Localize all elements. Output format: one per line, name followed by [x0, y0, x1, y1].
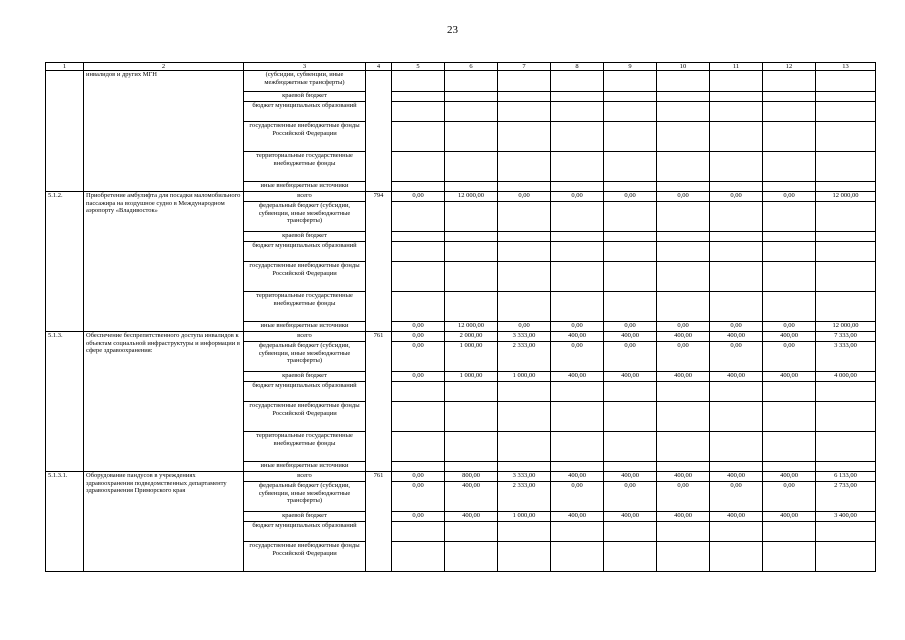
table-row — [46, 332, 876, 342]
value-cell — [604, 462, 657, 472]
value-cell: 0,00 — [392, 472, 445, 482]
value-cell: 4 000,00 — [816, 372, 876, 382]
value-cell — [763, 242, 816, 262]
value-cell — [551, 432, 604, 462]
funding-source-cell: бюджет муниципальных образований — [244, 522, 366, 542]
value-cell — [816, 202, 876, 232]
funding-source-cell: государственные внебюджетные фонды Российской Федерации — [244, 542, 366, 572]
value-cell — [445, 71, 498, 92]
value-cell — [445, 432, 498, 462]
column-number-cell: 1 — [46, 63, 84, 71]
funding-source-cell: территориальные государственные внебюджетные фонды — [244, 292, 366, 322]
value-cell: 800,00 — [445, 472, 498, 482]
value-cell — [816, 262, 876, 292]
value-cell: 2 333,00 — [498, 342, 551, 372]
funding-source-cell: федеральный бюджет (субсидии, субвенции, иные межбюджетные трансферты) — [244, 202, 366, 232]
value-cell — [657, 292, 710, 322]
value-cell — [392, 92, 445, 102]
value-cell — [445, 292, 498, 322]
value-cell — [710, 242, 763, 262]
value-cell — [551, 242, 604, 262]
value-cell — [657, 122, 710, 152]
value-cell: 400,00 — [657, 512, 710, 522]
value-cell: 0,00 — [392, 482, 445, 512]
column-number-cell: 12 — [763, 63, 816, 71]
value-cell: 1 000,00 — [498, 512, 551, 522]
value-cell — [710, 92, 763, 102]
value-cell — [710, 232, 763, 242]
value-cell — [604, 432, 657, 462]
value-cell — [816, 232, 876, 242]
value-cell: 1 000,00 — [445, 372, 498, 382]
value-cell: 400,00 — [657, 332, 710, 342]
value-cell: 400,00 — [551, 372, 604, 382]
funding-source-cell: (субсидии, субвенции, иные межбюджетные трансферты) — [244, 71, 366, 92]
value-cell: 0,00 — [657, 482, 710, 512]
value-cell — [657, 71, 710, 92]
value-cell — [551, 232, 604, 242]
column-number-cell: 3 — [244, 63, 366, 71]
column-number-cell: 9 — [604, 63, 657, 71]
value-cell — [816, 71, 876, 92]
value-cell — [604, 402, 657, 432]
value-cell — [710, 522, 763, 542]
value-cell — [498, 232, 551, 242]
value-cell: 0,00 — [710, 342, 763, 372]
value-cell — [498, 71, 551, 92]
value-cell — [392, 292, 445, 322]
funding-source-cell: территориальные государственные внебюджетные фонды — [244, 432, 366, 462]
budget-table-body — [46, 63, 876, 572]
value-cell: 0,00 — [604, 322, 657, 332]
value-cell — [445, 102, 498, 122]
value-cell: 0,00 — [657, 322, 710, 332]
value-cell: 0,00 — [392, 322, 445, 332]
value-cell — [551, 262, 604, 292]
table-row — [46, 71, 876, 92]
value-cell — [498, 242, 551, 262]
value-cell — [657, 402, 710, 432]
value-cell — [710, 382, 763, 402]
funding-source-cell: федеральный бюджет (субсидии, субвенции, иные межбюджетные трансферты) — [244, 482, 366, 512]
value-cell — [604, 71, 657, 92]
value-cell: 400,00 — [657, 372, 710, 382]
value-cell — [710, 462, 763, 472]
value-cell: 3 400,00 — [816, 512, 876, 522]
value-cell — [604, 92, 657, 102]
value-cell — [604, 292, 657, 322]
value-cell — [445, 202, 498, 232]
value-cell — [445, 122, 498, 152]
value-cell — [551, 462, 604, 472]
value-cell — [604, 242, 657, 262]
value-cell: 0,00 — [551, 192, 604, 202]
column-number-cell: 5 — [392, 63, 445, 71]
value-cell — [657, 462, 710, 472]
value-cell — [445, 522, 498, 542]
value-cell — [710, 202, 763, 232]
value-cell: 0,00 — [763, 192, 816, 202]
value-cell — [445, 462, 498, 472]
value-cell — [763, 382, 816, 402]
value-cell: 400,00 — [551, 332, 604, 342]
funding-source-cell: всего — [244, 332, 366, 342]
value-cell — [498, 292, 551, 322]
value-cell — [604, 522, 657, 542]
value-cell — [710, 182, 763, 192]
value-cell: 0,00 — [763, 342, 816, 372]
value-cell: 400,00 — [604, 472, 657, 482]
value-cell: 400,00 — [763, 372, 816, 382]
value-cell — [657, 432, 710, 462]
value-cell — [657, 182, 710, 192]
value-cell: 0,00 — [710, 482, 763, 512]
value-cell — [392, 462, 445, 472]
value-cell: 0,00 — [604, 482, 657, 512]
value-cell — [710, 102, 763, 122]
value-cell — [445, 232, 498, 242]
value-cell: 0,00 — [710, 192, 763, 202]
value-cell — [551, 542, 604, 572]
table-row — [46, 192, 876, 202]
value-cell — [498, 262, 551, 292]
value-cell — [657, 262, 710, 292]
value-cell: 400,00 — [551, 472, 604, 482]
funding-source-cell: краевой бюджет — [244, 232, 366, 242]
value-cell — [710, 71, 763, 92]
item-number-cell: 5.1.2. — [46, 192, 84, 332]
value-cell — [551, 152, 604, 182]
value-cell: 400,00 — [657, 472, 710, 482]
value-cell — [498, 462, 551, 472]
funding-source-cell: краевой бюджет — [244, 92, 366, 102]
value-cell — [710, 292, 763, 322]
funding-source-cell: государственные внебюджетные фонды Российской Федерации — [244, 402, 366, 432]
value-cell — [498, 542, 551, 572]
value-cell: 1 000,00 — [498, 372, 551, 382]
value-cell: 400,00 — [445, 512, 498, 522]
funding-source-cell: государственные внебюджетные фонды Российской Федерации — [244, 122, 366, 152]
value-cell — [816, 292, 876, 322]
column-number-cell: 6 — [445, 63, 498, 71]
value-cell: 6 133,00 — [816, 472, 876, 482]
value-cell: 0,00 — [498, 192, 551, 202]
value-cell: 12 000,00 — [445, 322, 498, 332]
value-cell: 7 333,00 — [816, 332, 876, 342]
funding-source-cell: иные внебюджетные источники — [244, 462, 366, 472]
value-cell — [763, 102, 816, 122]
value-cell — [498, 152, 551, 182]
value-cell — [445, 402, 498, 432]
funding-source-cell: бюджет муниципальных образований — [244, 382, 366, 402]
value-cell: 0,00 — [551, 342, 604, 372]
value-cell — [445, 242, 498, 262]
value-cell — [551, 382, 604, 402]
executor-code-cell: 761 — [366, 332, 392, 472]
column-number-cell: 10 — [657, 63, 710, 71]
funding-source-cell: государственные внебюджетные фонды Российской Федерации — [244, 262, 366, 292]
value-cell: 400,00 — [604, 512, 657, 522]
value-cell: 0,00 — [657, 192, 710, 202]
item-number-cell — [46, 71, 84, 192]
column-number-cell: 11 — [710, 63, 763, 71]
column-number-cell: 2 — [84, 63, 244, 71]
value-cell — [604, 122, 657, 152]
executor-code-cell: 794 — [366, 192, 392, 332]
value-cell — [392, 122, 445, 152]
value-cell — [604, 542, 657, 572]
value-cell — [498, 202, 551, 232]
budget-table — [45, 62, 876, 572]
column-number-row — [46, 63, 876, 71]
value-cell: 12 000,00 — [445, 192, 498, 202]
value-cell: 12 000,00 — [816, 322, 876, 332]
value-cell — [816, 122, 876, 152]
value-cell — [392, 382, 445, 402]
value-cell — [604, 152, 657, 182]
value-cell — [392, 152, 445, 182]
value-cell — [657, 382, 710, 402]
value-cell: 0,00 — [551, 322, 604, 332]
value-cell — [657, 202, 710, 232]
funding-source-cell: всего — [244, 472, 366, 482]
value-cell: 0,00 — [392, 332, 445, 342]
item-number-cell: 5.1.3.1. — [46, 472, 84, 572]
value-cell — [445, 182, 498, 192]
value-cell — [392, 432, 445, 462]
item-name-cell: Приобретение амбулифта для посадки маломобильного пассажира на воздушное судно в Международном аэропорту «Владивосток» — [84, 192, 244, 332]
value-cell — [604, 102, 657, 122]
value-cell — [498, 402, 551, 432]
value-cell: 400,00 — [710, 372, 763, 382]
value-cell — [763, 152, 816, 182]
value-cell — [551, 102, 604, 122]
value-cell — [763, 402, 816, 432]
value-cell: 400,00 — [551, 512, 604, 522]
value-cell — [604, 382, 657, 402]
funding-source-cell: бюджет муниципальных образований — [244, 102, 366, 122]
value-cell — [816, 382, 876, 402]
value-cell: 400,00 — [710, 472, 763, 482]
value-cell: 0,00 — [763, 322, 816, 332]
value-cell — [763, 92, 816, 102]
value-cell: 3 333,00 — [498, 472, 551, 482]
value-cell — [657, 92, 710, 102]
executor-code-cell — [366, 71, 392, 192]
value-cell — [710, 262, 763, 292]
funding-source-cell: федеральный бюджет (субсидии, субвенции, иные межбюджетные трансферты) — [244, 342, 366, 372]
value-cell: 0,00 — [392, 372, 445, 382]
value-cell — [498, 432, 551, 462]
value-cell — [392, 102, 445, 122]
value-cell — [763, 292, 816, 322]
funding-source-cell: иные внебюджетные источники — [244, 182, 366, 192]
value-cell — [657, 152, 710, 182]
value-cell: 400,00 — [763, 472, 816, 482]
value-cell — [816, 242, 876, 262]
value-cell — [604, 262, 657, 292]
value-cell — [816, 402, 876, 432]
value-cell — [816, 152, 876, 182]
value-cell — [551, 522, 604, 542]
column-number-cell: 8 — [551, 63, 604, 71]
value-cell: 400,00 — [604, 372, 657, 382]
value-cell — [445, 382, 498, 402]
value-cell: 12 000,00 — [816, 192, 876, 202]
column-number-cell: 13 — [816, 63, 876, 71]
value-cell — [604, 202, 657, 232]
value-cell: 2 733,00 — [816, 482, 876, 512]
value-cell — [657, 232, 710, 242]
funding-source-cell: территориальные государственные внебюджетные фонды — [244, 152, 366, 182]
page-number: 23 — [447, 24, 458, 36]
value-cell — [763, 262, 816, 292]
value-cell — [498, 92, 551, 102]
value-cell — [763, 71, 816, 92]
value-cell — [816, 102, 876, 122]
value-cell — [763, 462, 816, 472]
value-cell: 0,00 — [392, 342, 445, 372]
value-cell — [551, 402, 604, 432]
value-cell — [604, 182, 657, 192]
value-cell: 400,00 — [710, 512, 763, 522]
value-cell — [551, 292, 604, 322]
value-cell — [657, 242, 710, 262]
value-cell — [763, 522, 816, 542]
value-cell — [392, 232, 445, 242]
value-cell — [816, 462, 876, 472]
value-cell — [763, 232, 816, 242]
value-cell — [763, 122, 816, 152]
value-cell: 0,00 — [604, 192, 657, 202]
executor-code-cell: 761 — [366, 472, 392, 572]
table-row — [46, 472, 876, 482]
item-name-cell: Обеспечение беспрепятственного доступа инвалидов к объектам социальной инфраструктуры и информации в сфере здравоохранения: — [84, 332, 244, 472]
value-cell — [551, 182, 604, 192]
column-number-cell: 4 — [366, 63, 392, 71]
column-number-cell: 7 — [498, 63, 551, 71]
value-cell: 2 333,00 — [498, 482, 551, 512]
value-cell — [498, 122, 551, 152]
value-cell: 400,00 — [763, 512, 816, 522]
value-cell — [710, 152, 763, 182]
value-cell: 400,00 — [604, 332, 657, 342]
value-cell — [710, 542, 763, 572]
value-cell: 0,00 — [763, 482, 816, 512]
value-cell — [710, 432, 763, 462]
value-cell — [445, 92, 498, 102]
value-cell — [710, 402, 763, 432]
value-cell: 0,00 — [710, 322, 763, 332]
value-cell — [392, 71, 445, 92]
value-cell: 3 333,00 — [816, 342, 876, 372]
item-name-cell: Оборудование пандусов в учреждениях здравоохранения подведомственных департаменту здравоохранения Приморского края — [84, 472, 244, 572]
value-cell: 0,00 — [498, 322, 551, 332]
value-cell — [816, 522, 876, 542]
funding-source-cell: краевой бюджет — [244, 512, 366, 522]
value-cell — [763, 182, 816, 192]
value-cell — [657, 522, 710, 542]
value-cell — [392, 522, 445, 542]
value-cell — [445, 152, 498, 182]
value-cell — [710, 122, 763, 152]
funding-source-cell: всего — [244, 192, 366, 202]
value-cell — [551, 202, 604, 232]
value-cell — [392, 242, 445, 262]
value-cell — [392, 262, 445, 292]
value-cell: 3 333,00 — [498, 332, 551, 342]
value-cell — [816, 432, 876, 462]
value-cell: 0,00 — [392, 512, 445, 522]
value-cell — [392, 402, 445, 432]
funding-source-cell: бюджет муниципальных образований — [244, 242, 366, 262]
value-cell: 400,00 — [763, 332, 816, 342]
item-number-cell: 5.1.3. — [46, 332, 84, 472]
value-cell — [498, 102, 551, 122]
value-cell: 400,00 — [710, 332, 763, 342]
value-cell — [498, 522, 551, 542]
value-cell — [763, 432, 816, 462]
value-cell: 0,00 — [657, 342, 710, 372]
value-cell — [657, 102, 710, 122]
value-cell — [445, 262, 498, 292]
value-cell — [657, 542, 710, 572]
value-cell — [445, 542, 498, 572]
value-cell — [551, 71, 604, 92]
value-cell: 0,00 — [551, 482, 604, 512]
value-cell — [763, 542, 816, 572]
value-cell: 0,00 — [392, 192, 445, 202]
value-cell — [816, 182, 876, 192]
value-cell — [604, 232, 657, 242]
value-cell — [763, 202, 816, 232]
value-cell — [816, 92, 876, 102]
value-cell — [392, 542, 445, 572]
value-cell — [392, 202, 445, 232]
value-cell: 1 000,00 — [445, 342, 498, 372]
value-cell — [498, 382, 551, 402]
value-cell: 400,00 — [445, 482, 498, 512]
funding-source-cell: иные внебюджетные источники — [244, 322, 366, 332]
value-cell — [551, 122, 604, 152]
value-cell — [551, 92, 604, 102]
value-cell: 0,00 — [604, 342, 657, 372]
value-cell — [392, 182, 445, 192]
value-cell — [816, 542, 876, 572]
funding-source-cell: краевой бюджет — [244, 372, 366, 382]
value-cell: 2 000,00 — [445, 332, 498, 342]
item-name-cell: инвалидов и других МГН — [84, 71, 244, 192]
value-cell — [498, 182, 551, 192]
